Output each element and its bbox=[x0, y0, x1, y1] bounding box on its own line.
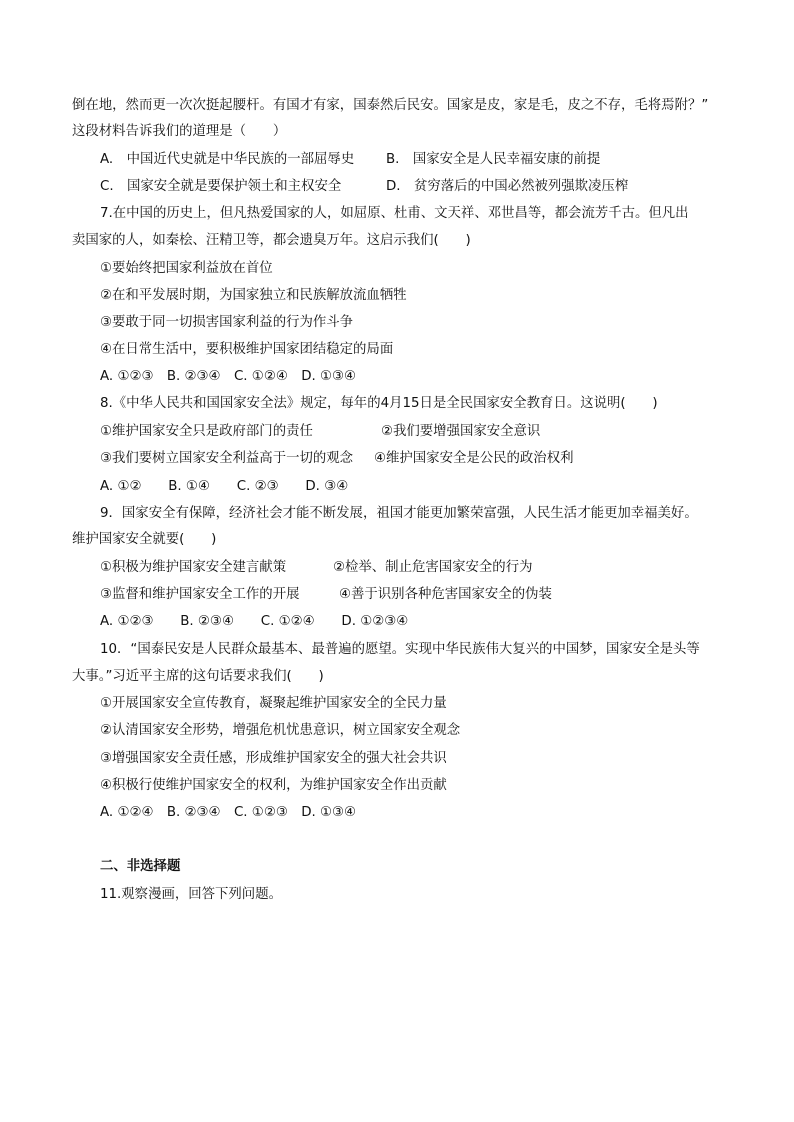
q8-statement-3: ③我们要树立国家安全利益高于一切的观念 bbox=[100, 451, 354, 466]
q9-statement-3: ③监督和维护国家安全工作的开展 bbox=[100, 587, 300, 602]
q6-option-a: A. 中国近代史就是中华民族的一部屈辱史 bbox=[100, 152, 355, 167]
q10-statement-4: ④积极行使维护国家安全的权利，为维护国家安全作出贡献 bbox=[100, 778, 447, 793]
q10-statement-1: ①开展国家安全宣传教育，凝聚起维护国家安全的全民力量 bbox=[100, 696, 447, 711]
q10-line-1: 10．“国泰民安是人民群众最基本、最普遍的愿望。实现中华民族伟大复兴的中国梦，国家安全是头等 bbox=[100, 642, 700, 657]
q9-answers: A. ①②③ B. ②③④ C. ①②④ D. ①②③④ bbox=[100, 614, 409, 629]
q7-answers: A. ①②③ B. ②③④ C. ①②④ D. ①③④ bbox=[100, 369, 357, 384]
q8-statement-2: ②我们要增强国家安全意识 bbox=[381, 424, 541, 439]
q6-option-c: C. 国家安全就是要保护领土和主权安全 bbox=[100, 179, 342, 194]
q8-statement-4: ④维护国家安全是公民的政治权利 bbox=[374, 451, 574, 466]
q7-line-2: 卖国家的人，如秦桧、汪精卫等，都会遗臭万年。这启示我们( ) bbox=[72, 233, 471, 248]
q6-line-2: 这段材料告诉我们的道理是（ ） bbox=[72, 124, 287, 139]
q6-option-d: D. 贫穷落后的中国必然被列强欺凌压榨 bbox=[386, 179, 629, 194]
q8-statement-1: ①维护国家安全只是政府部门的责任 bbox=[100, 424, 313, 439]
q7-line-1: 7.在中国的历史上，但凡热爱国家的人，如屈原、杜甫、文天祥、邓世昌等，都会流芳千古。但凡出 bbox=[100, 206, 689, 221]
q7-statement-3: ③要敢于同一切损害国家利益的行为作斗争 bbox=[100, 315, 354, 330]
q8-answers: A. ①② B. ①④ C. ②③ D. ③④ bbox=[100, 479, 349, 494]
q9-statement-4: ④善于识别各种危害国家安全的伪装 bbox=[339, 587, 552, 602]
q9-statement-1: ①积极为维护国家安全建言献策 bbox=[100, 560, 287, 575]
q7-statement-1: ①要始终把国家利益放在首位 bbox=[100, 261, 273, 276]
q7-statement-4: ④在日常生活中，要积极维护国家团结稳定的局面 bbox=[100, 342, 394, 357]
q10-answers: A. ①②④ B. ②③④ C. ①②③ D. ①③④ bbox=[100, 805, 357, 820]
q6-line-1: 倒在地，然而更一次次挺起腰杆。有国才有家，国泰然后民安。国家是皮，家是毛，皮之不存，毛将焉附？” bbox=[72, 98, 709, 113]
q7-statement-2: ②在和平发展时期，为国家独立和民族解放流血牺牲 bbox=[100, 288, 407, 303]
q9-line-2: 维护国家安全就要( ) bbox=[72, 532, 217, 547]
q10-statement-3: ③增强国家安全责任感，形成维护国家安全的强大社会共识 bbox=[100, 751, 447, 766]
q11-line: 11.观察漫画，回答下列问题。 bbox=[100, 887, 282, 902]
q10-line-2: 大事。”习近平主席的这句话要求我们( ) bbox=[72, 669, 324, 684]
q10-statement-2: ②认清国家安全形势，增强危机忧患意识，树立国家安全观念 bbox=[100, 723, 461, 738]
section-heading-non-choice: 二、非选择题 bbox=[100, 859, 181, 874]
q8-line-1: 8.《中华人民共和国国家安全法》规定，每年的4月15日是全民国家安全教育日。这说明( ) bbox=[100, 396, 658, 411]
q9-statement-2: ②检举、制止危害国家安全的行为 bbox=[333, 560, 533, 575]
q9-line-1: 9．国家安全有保障，经济社会才能不断发展，祖国才能更加繁荣富强，人民生活才能更加幸福美好。 bbox=[100, 506, 698, 521]
q6-option-b: B. 国家安全是人民幸福安康的前提 bbox=[386, 152, 601, 167]
